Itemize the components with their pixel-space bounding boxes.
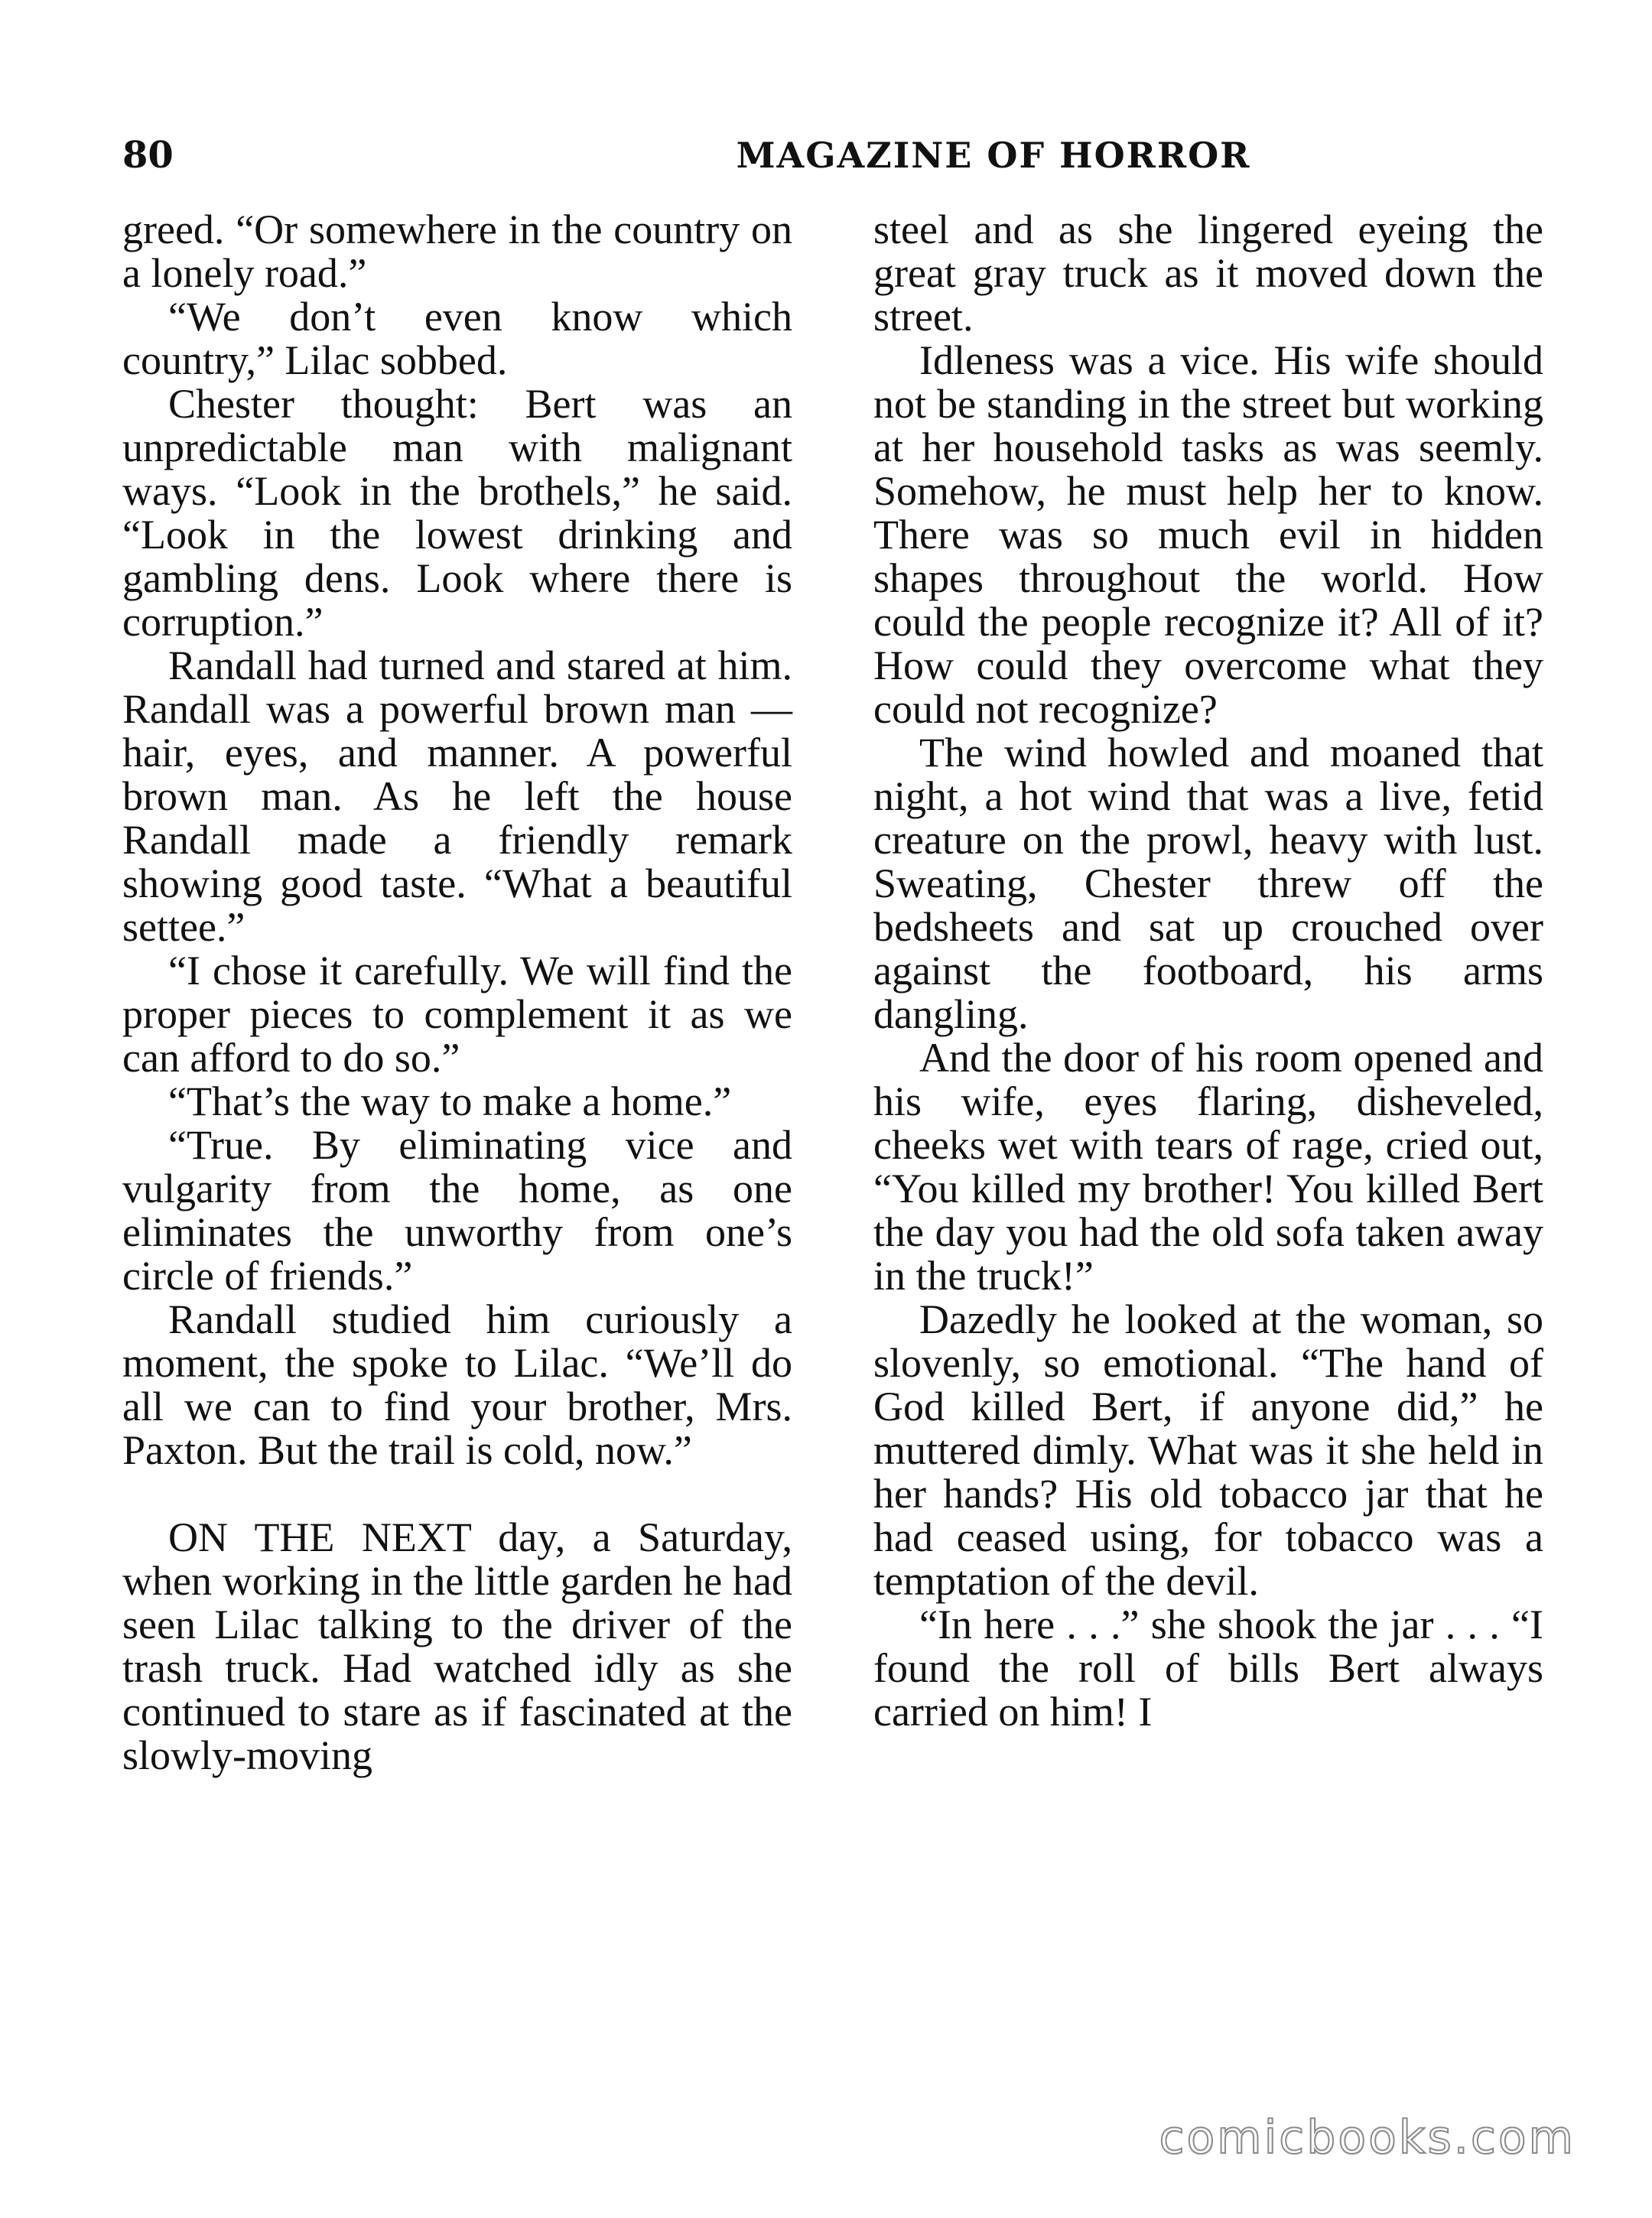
- paragraph: “We don’t even know which country,” Lilac sobbed.: [122, 294, 792, 383]
- paragraph: ON THE NEXT day, a Saturday, when working in the little garden he had seen Lilac talking to the driver of the trash truck. Had watched idly as she continued to stare as if fascinated at the slowly-moving: [122, 1514, 792, 1778]
- page-number: 80: [122, 134, 174, 177]
- paragraph: The wind howled and moaned that night, a hot wind that was a live, fetid creature on the prowl, heavy with lust. Sweating, Chester threw off the bedsheets and sat up crouched over against the footboard, his arms dangling.: [873, 730, 1543, 1037]
- paragraph: And the door of his room opened and his wife, eyes flaring, disheveled, cheeks wet with tears of rage, cried out, “You killed my brother! You killed Bert the day you had the old sofa taken away in the truck!”: [873, 1035, 1543, 1299]
- running-title: MAGAZINE OF HORROR: [736, 135, 1251, 176]
- paragraph: “That’s the way to make a home.”: [168, 1078, 732, 1124]
- right-column: [873, 208, 1543, 1734]
- paragraph: “True. By eliminating vice and vulgarity from the home, as one eliminates the unworthy from one’s circle of friends.”: [122, 1122, 792, 1299]
- paragraph: Randall had turned and stared at him. Randall was a powerful brown man — hair, eyes, and manner. A powerful brown man. As he left the house Randall made a friendly remark showing good taste. “What a beautiful settee.”: [122, 642, 792, 950]
- paragraph: Idleness was a vice. His wife should not be standing in the street but working at her household tasks as was seemly. Somehow, he must help her to know. There was so much evil in hidden shapes throughout the world. How could the people recognize it? All of it? How could they overcome what they could not recognize?: [873, 337, 1543, 732]
- section-break: [122, 1472, 792, 1516]
- paragraph: steel and as she lingered eyeing the great gray truck as it moved down the street.: [873, 207, 1543, 340]
- paragraph: greed. “Or somewhere in the country on a lonely road.”: [122, 207, 792, 296]
- paragraph: “In here . . .” she shook the jar . . . “I found the roll of bills Bert always carried on him! I: [873, 1602, 1543, 1735]
- left-column: [122, 208, 792, 1777]
- paragraph: “I chose it carefully. We will find the proper pieces to complement it as we can afford to do so.”: [122, 948, 792, 1081]
- paragraph: Chester thought: Bert was an unpredictable man with malignant ways. “Look in the brothels,” he said. “Look in the lowest drinking and gambling dens. Look where there is corruption.”: [122, 381, 792, 645]
- paragraph: Dazedly he looked at the woman, so slovenly, so emotional. “The hand of God killed Bert, if anyone did,” he muttered dimly. What was it she held in her hands? His old tobacco jar that he had ceased using, for tobacco was a temptation of the devil.: [873, 1296, 1543, 1604]
- watermark: comicbooks.com: [1159, 2111, 1576, 2164]
- page-header: [122, 128, 1543, 182]
- paragraph: Randall studied him curiously a moment, the spoke to Lilac. “We’ll do all we can to find your brother, Mrs. Paxton. But the trail is cold, now.”: [122, 1296, 792, 1473]
